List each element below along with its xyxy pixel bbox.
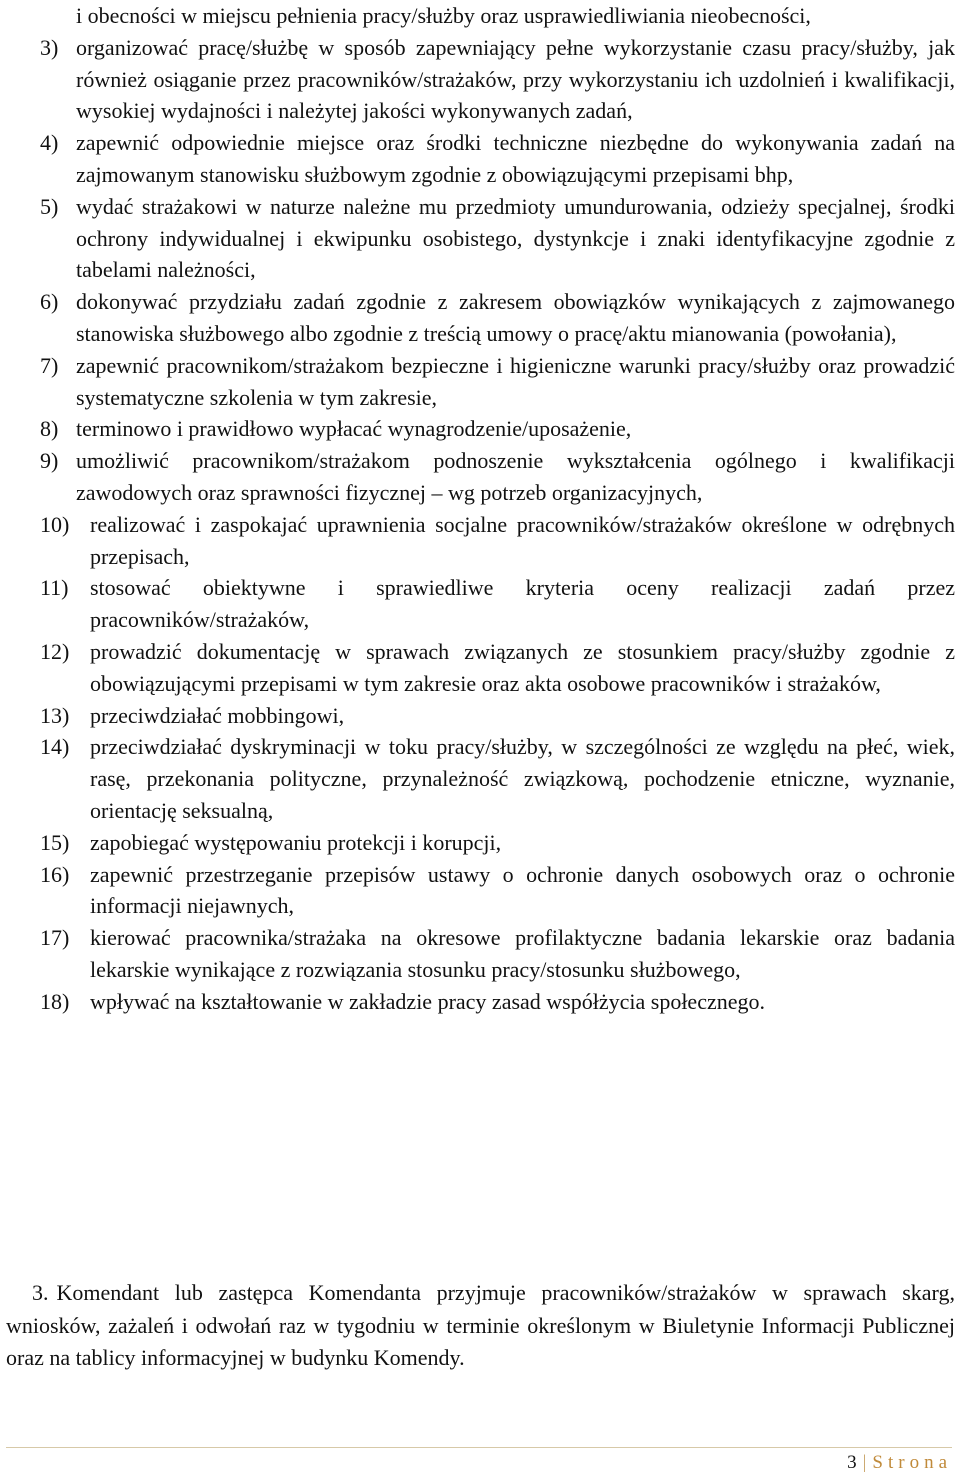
item-text: kierować pracownika/strażaka na okresowe profilaktyczne badania lekarskie oraz badania lekarskie wynikające z rozwiązania stosunku pracy/stosunku służbowego, <box>90 925 955 982</box>
item-number: 4) <box>40 130 59 156</box>
page-number: 3 <box>847 1452 857 1473</box>
list-item <box>40 922 955 986</box>
list-item <box>40 827 955 859</box>
list-item <box>40 700 955 732</box>
item-text: terminowo i prawidłowo wypłacać wynagrodzenie/uposażenie, <box>76 416 632 442</box>
list-item <box>40 127 955 191</box>
item-number: 16) <box>40 861 70 887</box>
item-number: 3) <box>40 34 59 60</box>
item-number: 12) <box>40 638 70 664</box>
footer-divider <box>6 1447 952 1448</box>
item-text: przeciwdziałać mobbingowi, <box>90 702 345 728</box>
item-number: 9) <box>40 448 59 474</box>
item-number: 14) <box>40 734 70 760</box>
item-text: dokonywać przydziału zadań zgodnie z zakresem obowiązków wynikających z zajmowanego stanowiska służbowego albo zgodnie z treścią umowy o pracę/aktu mianowania (powołania), <box>76 289 955 346</box>
item-text: zapewnić odpowiednie miejsce oraz środki techniczne niezbędne do wykonywania zadań na zajmowanym stanowisku służbowym zgodnie z obowiązującymi przepisami bhp, <box>76 130 955 187</box>
footer-separator: | <box>862 1452 867 1473</box>
list-item <box>40 191 955 286</box>
item-text: realizować i zaspokajać uprawnienia socjalne pracowników/strażaków określone w odrębnych przepisach, <box>90 511 955 569</box>
list-item-continuation <box>40 0 955 32</box>
list-item <box>40 509 955 573</box>
item-number: 8) <box>40 416 59 442</box>
item-number: 11) <box>40 575 69 601</box>
item-number: 15) <box>40 829 70 855</box>
item-text: zapewnić przestrzeganie przepisów ustawy o ochronie danych osobowych oraz o ochronie informacji niejawnych, <box>90 861 955 919</box>
item-text: wydać strażakowi w naturze należne mu przedmioty umundurowania, odzieży specjalnej, środki ochrony indywidualnej i ekwipunku osobistego, dystynkcje i znaki identyfikacyjne zgodnie z tabelami należności, <box>76 193 955 283</box>
item-number: 5) <box>40 193 59 219</box>
list-item <box>40 986 955 1018</box>
list-item <box>40 32 955 127</box>
section-text: Komendant lub zastępca Komendanta przyjmuje pracowników/strażaków w sprawach skarg, wniosków, zażaleń i odwołań raz w tygodniu w terminie określonym w Biuletynie Informacji Publicznej oraz na tablicy informacyjnej w budynku Komendy. <box>6 1280 955 1370</box>
item-number: 18) <box>40 988 70 1014</box>
item-text: organizować pracę/służbę w sposób zapewniający pełne wykorzystanie czasu pracy/służby, jak również osiąganie przez pracowników/strażaków, przy wykorzystaniu ich uzdolnień i kwalifikacji, wysokiej wydajności i należytej jakości wykonywanych zadań, <box>76 34 955 124</box>
item-number: 17) <box>40 925 70 951</box>
continuation-text: i obecności w miejscu pełnienia pracy/służby oraz usprawiedliwiania nieobecności, <box>76 3 811 28</box>
item-text: wpływać na kształtowanie w zakładzie pracy zasad współżycia społecznego. <box>90 988 765 1014</box>
section-paragraph <box>6 1277 955 1375</box>
item-text: stosować obiektywne i sprawiedliwe kryteria oceny realizacji zadań przez pracowników/strażaków, <box>90 575 955 633</box>
list-item <box>40 413 955 445</box>
list-item <box>40 445 955 509</box>
item-text: umożliwić pracownikom/strażakom podnoszenie wykształcenia ogólnego i kwalifikacji zawodowych oraz sprawności fizycznej – wg potrzeb organizacyjnych, <box>76 448 955 505</box>
item-text: przeciwdziałać dyskryminacji w toku pracy/służby, w szczególności ze względu na płeć, wiek, rasę, przekonania polityczne, przynależność związkową, pochodzenie etniczne, wyznanie, orientację seksualną, <box>90 734 955 823</box>
item-number: 7) <box>40 352 59 378</box>
footer-page-label: Strona <box>872 1452 952 1473</box>
list-item <box>40 286 955 350</box>
list-item <box>40 636 955 700</box>
item-text: zapobiegać występowaniu protekcji i korupcji, <box>90 829 502 855</box>
item-text: zapewnić pracownikom/strażakom bezpieczne i higieniczne warunki pracy/służby oraz prowadzić systematyczne szkolenia w tym zakresie, <box>76 352 955 410</box>
item-number: 6) <box>40 289 59 315</box>
item-number: 13) <box>40 702 70 728</box>
list-item <box>40 350 955 414</box>
list-item <box>40 859 955 923</box>
item-number: 10) <box>40 511 70 537</box>
obligations-list <box>40 0 955 1018</box>
list-item <box>40 572 955 636</box>
section-number: 3. <box>32 1280 49 1305</box>
list-item <box>40 731 955 826</box>
page-footer <box>847 1452 952 1474</box>
item-text: prowadzić dokumentację w sprawach związanych ze stosunkiem pracy/służby zgodnie z obowiązującymi przepisami w tym zakresie oraz akta osobowe pracowników i strażaków, <box>90 638 955 696</box>
